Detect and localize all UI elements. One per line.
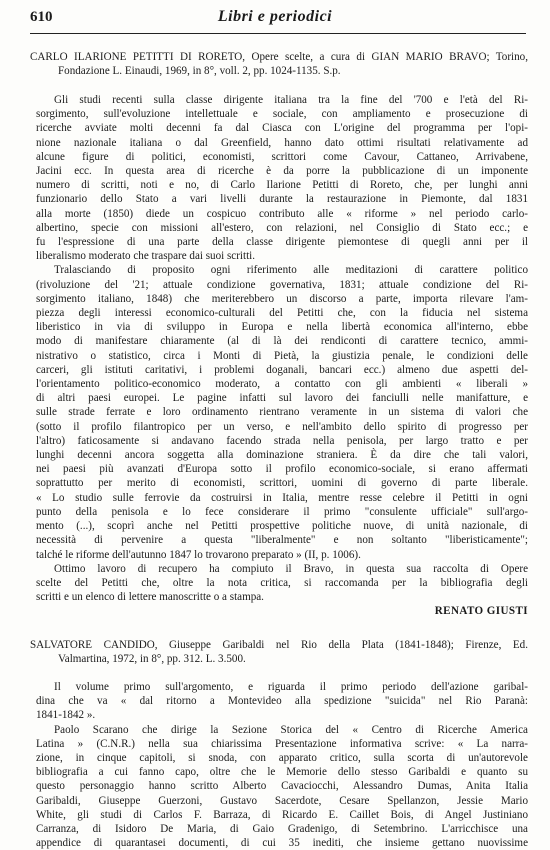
text-line: Carranza, di Isidoro De Maria, di Gaio Gradenigo, di Setembrino. L'arricchisce una xyxy=(36,823,528,836)
text-line: ricerche avviate molti decenni fa dal Ciasca con L'origine del programma per l'opi- xyxy=(36,122,528,135)
text-line: Tralasciando di proposito ogni riferimento alle meditazioni di carattere politico xyxy=(54,264,528,277)
text-line: « Lo studio sulle ferrovie da costruirsi in Italia, mentre resse celebre il Petitti in ogni xyxy=(36,491,528,504)
text-line: nione nazionale italiana o dal Greenfield, hanno dato ottimi risultati relativamente ad xyxy=(36,136,528,149)
text-line: scelte del Petitti che, oltre la nota critica, si raccomanda per la bibliografia degli xyxy=(36,576,528,589)
text-line: nistrativo o statistico, circa i Monti di Pietà, la giustizia penale, le condizioni delle xyxy=(36,349,528,362)
text-line: mento (...), scoprì anche nel Petitti prospettive politiche nuove, di unità nazionale, di xyxy=(36,520,528,533)
text-line: numero di scritti, noti e no, di Carlo Ilarione Petitti di Roreto, che, per lunghi anni xyxy=(36,179,528,192)
text-line: liberistico in via di sviluppo in Europa e nella libertà economica all'interno, ebbe xyxy=(36,321,528,334)
text-line: carceri, gli istituti caritativi, i problemi doganali, bancari ecc.) almeno due aspetti del- xyxy=(36,363,528,376)
text-line: Garibaldi, Giuseppe Guerzoni, Gustavo Sacerdote, Cesare Spellanzon, Jessie Mario xyxy=(36,794,528,807)
text-line: (sotto il profilo filantropico per un verso, e nell'ambito dello spirito di progresso per xyxy=(36,420,528,433)
text-line: l'orientamento politico-economico moderato, a contatto con gli ambienti « liberali » xyxy=(36,378,528,391)
text-line: fu l'espressione di una parte della classe dirigente piemontese di quegli anni per il xyxy=(36,236,528,249)
text-line: appendice di quarantasei documenti, di cui 35 inediti, che insieme gettano nuovissime xyxy=(36,837,528,850)
text-line: albertino, specie con missioni all'estero, con relazioni, nel Consiglio di Stato ecc.; e xyxy=(36,221,528,234)
text-line: zione, in cinque capitoli, si snoda, con apparato critico, sulla scorta di un'autorevole xyxy=(36,752,528,765)
citation-line: Valmartina, 1972, in 8°, pp. 312. L. 3.500. xyxy=(58,653,246,666)
text-line: Ottimo lavoro di recupero ha compiuto il Bravo, in questa sua raccolta di Opere xyxy=(54,562,528,575)
text-line: alcune figure di politici, economisti, scrittori come Cavour, Cattaneo, Arrivabene, xyxy=(36,150,528,163)
text-line: (rivoluzione del '21; attuale condizione governativa, 1831; attuale condizione del Ri- xyxy=(36,278,528,291)
text-line: nei paesi più avanzati d'Europa sotto il profilo economico-sociale, si erano affermati xyxy=(36,463,528,476)
text-line: sulle strade ferrate e loro ordinamento rientrano veramente in un sistema di valori che xyxy=(36,406,528,419)
text-line: alla morte (1850) diede un cospicuo contributo alle « riforme » nel periodo carlo- xyxy=(36,207,528,220)
citation-line: CARLO ILARIONE PETITTI DI RORETO, Opere scelte, a cura di GIAN MARIO BRAVO; Torino, xyxy=(30,51,528,63)
text-line: White, gli studi di Carlos F. Barraza, di Ricardo E. Caillet Bois, di Angel Justiniano xyxy=(36,808,528,821)
text-line: Gli studi recenti sulla classe dirigente italiana tra la fine del '700 e l'età del Ri- xyxy=(54,94,528,106)
text-line: lunghi decenni ancora soggetta alla dominazione straniera. È da dire che tali valori, xyxy=(36,449,528,462)
text-line: di altri paesi europei. Le pagine infatti sul lavoro dei fanciulli nelle manifatture, e xyxy=(36,392,528,405)
review2-body xyxy=(36,680,528,850)
text-line: dina che va « dal ritorno a Montevideo alla spedizione "suicida" nel Rio Paranà: xyxy=(36,695,528,708)
text-line: Il volume primo sull'argomento, e riguarda il primo periodo dell'azione garibal- xyxy=(54,681,528,693)
page-header xyxy=(0,0,550,34)
text-line: liberalismo moderato che traspare dai suoi scritti. xyxy=(36,250,256,263)
text-line: funzionario dello Stato a vari livelli durante la restaurazione in Piemonte, dal 1831 xyxy=(36,193,528,206)
text-line: necessità di pervenire a questa "liberalmente" e non soltanto "liberisticamente"; xyxy=(36,534,528,547)
review2-citation xyxy=(30,638,528,666)
text-line: sorgimento, sull'evoluzione intellettuale e sociale, con ampliamento e prosecuzione di xyxy=(36,108,528,121)
text-line: Jacini ecc. In questa area di ricerche è da porre la pubblicazione di un imponente xyxy=(36,165,528,178)
text-line: Paolo Scarano che dirige la Sezione Storica del « Centro di Ricerche America xyxy=(54,723,528,736)
text-line: sorgimento italiano, 1848) che meriterebbero un discorso a parte, importa rilevare l'am- xyxy=(36,292,528,305)
citation-line: SALVATORE CANDIDO, Giuseppe Garibaldi nel Rio della Plata (1841-1848); Firenze, Ed. xyxy=(30,639,528,651)
review1-citation xyxy=(30,50,528,78)
text-line: modo di manifestare chiaramente (al di là dei rendiconti di carattere tecnico, ammi- xyxy=(36,335,528,348)
text-line: punto della penisola e lo fece considerare il primo "consulente ufficiale" sull'argo- xyxy=(36,505,528,518)
header-rule xyxy=(30,33,526,34)
text-line: l'altro) faticosamente si andavano facendo strada nella penisola, per largo tratto e per xyxy=(36,434,528,447)
text-line: piezza degli interessi economico-culturali del Petitti che, con la fiducia nel sistema xyxy=(36,307,528,320)
page-number: 610 xyxy=(30,9,53,25)
review1-paragraph-1 xyxy=(36,93,528,619)
text-line: talché le riforme dell'autunno 1847 lo trovarono preparato » (II, p. 1006). xyxy=(36,548,361,561)
reviewer-signature: RENATO GIUSTI xyxy=(434,605,528,618)
citation-line: Fondazione L. Einaudi, 1969, in 8°, voll. 2, pp. 1024-1135. S.p. xyxy=(58,65,341,78)
text-line: Latina » (C.N.R.) nella sua chiarissima Presentazione informativa scrive: « La narra- xyxy=(36,737,528,750)
text-line: questo personaggio hanno scritto Alberto Cavaciocchi, Alessandro Dumas, Anita Italia xyxy=(36,780,528,793)
text-line: scritti e un elenco di lettere manoscritte o a stampa. xyxy=(36,591,264,604)
text-line: soprattutto per merito di economisti, scrittori, uomini di governo di parte liberale. xyxy=(36,477,528,490)
text-line: 1841-1842 ». xyxy=(36,709,96,722)
running-title: Libri e periodici xyxy=(217,8,333,25)
text-line: bibliografia a cui fanno capo, oltre che le Memorie dello stesso Garibaldi e quanto su xyxy=(36,766,528,779)
